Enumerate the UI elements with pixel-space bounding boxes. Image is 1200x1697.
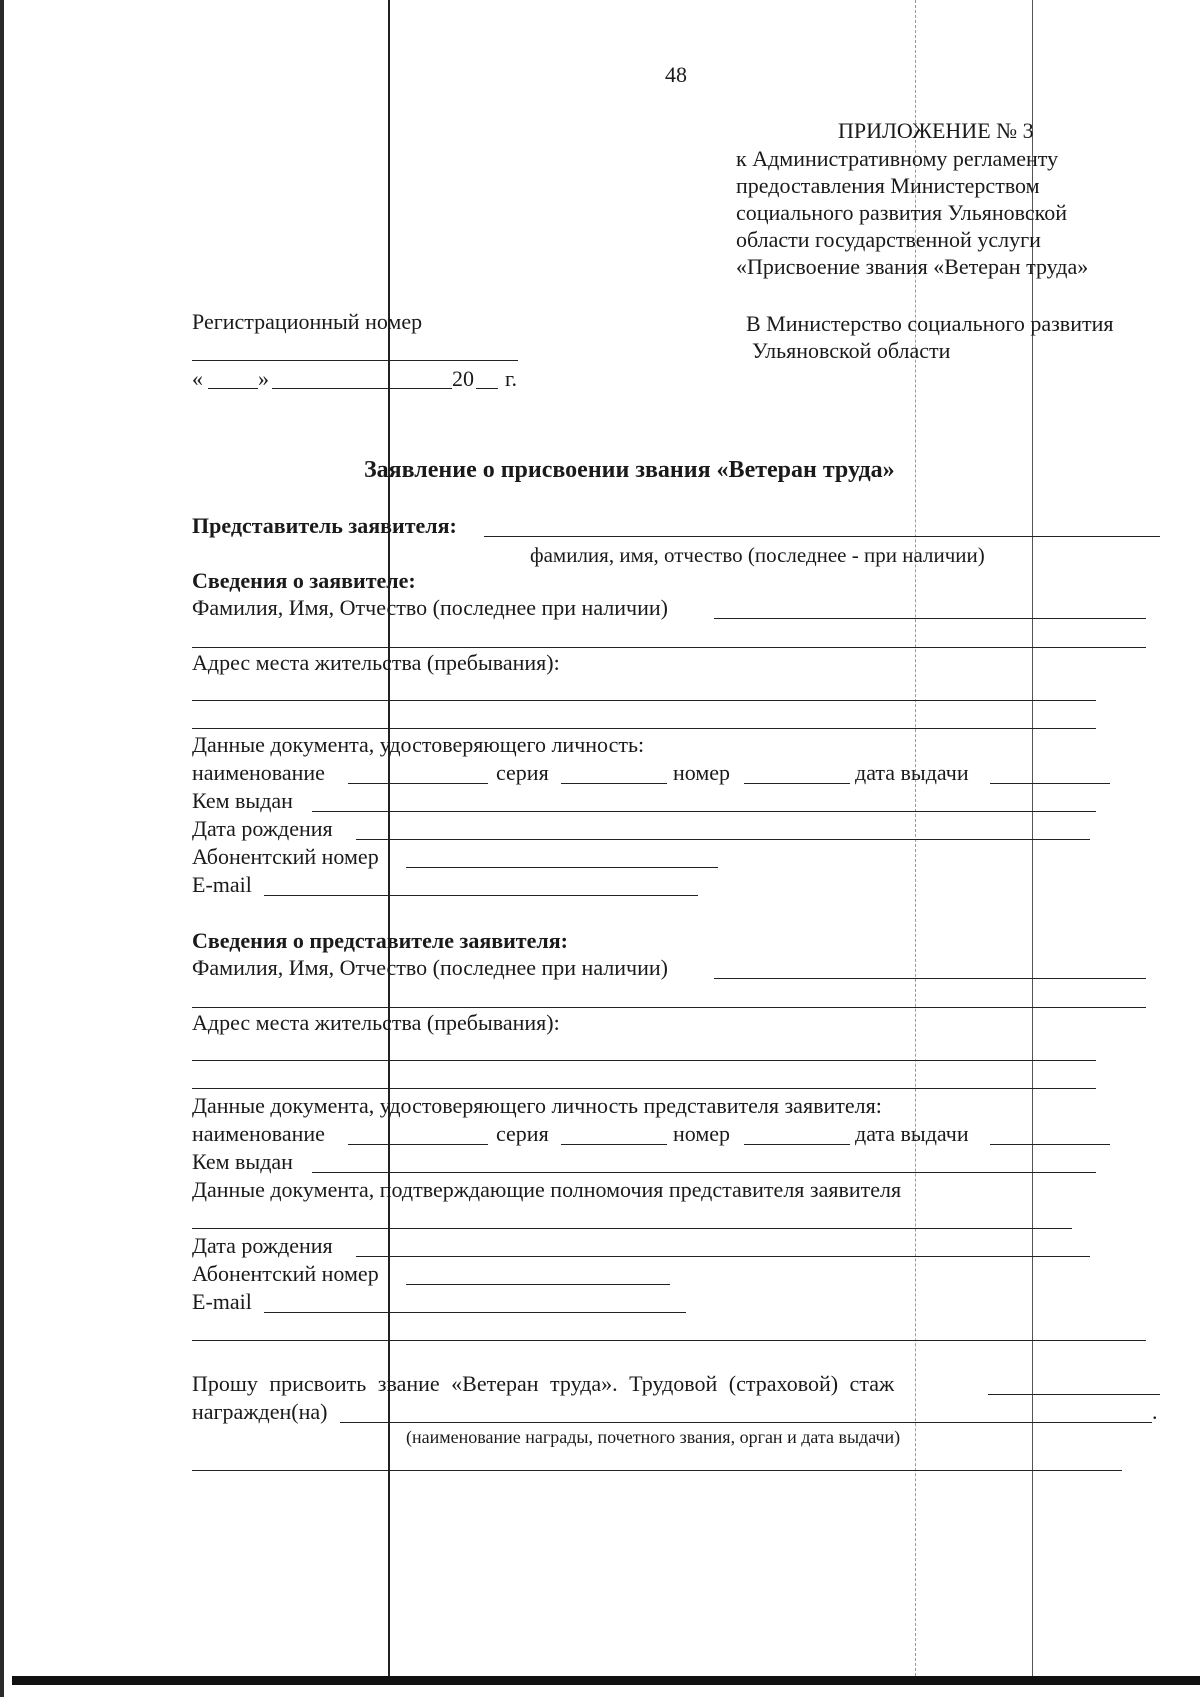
applicant-heading: Сведения о заявителе: [192,568,416,593]
appendix-title: ПРИЛОЖЕНИЕ № 3 [838,118,1034,143]
appendix-line: области государственной услуги [736,227,1041,252]
rep-authority-doc-line[interactable] [192,1228,1072,1229]
applicant-issue-date-label: дата выдачи [855,760,969,785]
award-hint: (наименование награды, почетного звания, орган и дата выдачи) [406,1427,901,1447]
rep-phone-line[interactable] [406,1284,670,1285]
applicant-id-doc-label: Данные документа, удостоверяющего личность: [192,732,645,757]
appendix-line: к Административному регламенту [736,146,1059,171]
applicant-email-line[interactable] [264,895,698,896]
scan-bottom-bar [12,1676,1200,1685]
year-suffix: г. [505,366,518,391]
rep-heading: Сведения о представителе заявителя: [192,928,568,953]
applicant-address-line-2[interactable] [192,728,1096,729]
applicant-birth-date-label: Дата рождения [192,816,333,841]
rep-issued-by-line[interactable] [312,1172,1096,1173]
appendix-line: социального развития Ульяновской [736,200,1068,225]
applicant-series-label: серия [496,760,549,785]
awarded-label: награжден(на) [192,1399,328,1424]
appendix-line: «Присвоение звания «Ветеран труда» [736,254,1089,279]
request-text: Прошу присвоить звание «Ветеран труда». Трудовой (страховой) стаж [192,1371,895,1396]
applicant-issue-date-line[interactable] [990,783,1110,784]
addressee-line: Ульяновской области [752,338,951,363]
applicant-doc-name-label: наименование [192,760,325,785]
appendix-lines [736,145,1088,280]
date-open-quote: « [192,366,203,391]
rep-fio-line-2[interactable] [192,1007,1146,1008]
registration-number-line[interactable] [192,360,518,361]
addressee-line: В Министерство социального развития [746,311,1114,336]
rep-series-line[interactable] [561,1144,667,1145]
experience-line[interactable] [988,1394,1160,1395]
rep-doc-name-line[interactable] [348,1144,488,1145]
date-day-line[interactable] [208,388,258,389]
scan-left-edge [0,0,4,1697]
applicant-issued-by-line[interactable] [312,811,1096,812]
date-close-quote: » [258,366,269,391]
applicant-fio-line-2[interactable] [192,647,1146,648]
rep-birth-date-label: Дата рождения [192,1233,333,1258]
rep-number-label: номер [673,1121,731,1146]
applicant-email-label: E-mail [192,872,252,897]
rep-issued-by-label: Кем выдан [192,1149,293,1174]
award-extra-line[interactable] [192,1470,1122,1471]
rep-fio-line[interactable] [714,978,1146,979]
rep-doc-name-label: наименование [192,1121,325,1146]
rep-issue-date-label: дата выдачи [855,1121,969,1146]
page-number: 48 [665,62,687,87]
rep-issue-date-line[interactable] [990,1144,1110,1145]
applicant-phone-label: Абонентский номер [192,844,379,869]
representative-name-line[interactable] [484,536,1160,537]
scan-vertical-line [388,0,390,1676]
applicant-address-label: Адрес места жительства (пребывания): [192,650,560,675]
applicant-fio-line[interactable] [714,618,1146,619]
date-year-line[interactable] [476,388,498,389]
applicant-birth-date-line[interactable] [356,839,1090,840]
representative-label: Представитель заявителя: [192,513,457,538]
applicant-series-line[interactable] [561,783,667,784]
rep-address-line-2[interactable] [192,1088,1096,1089]
rep-id-doc-label: Данные документа, удостоверяющего личность представителя заявителя: [192,1093,882,1118]
rep-authority-doc-label: Данные документа, подтверждающие полномочия представителя заявителя [192,1177,902,1202]
form-title: Заявление о присвоении звания «Ветеран труда» [364,457,895,483]
rep-series-label: серия [496,1121,549,1146]
applicant-fio-label: Фамилия, Имя, Отчество (последнее при наличии) [192,595,668,620]
registration-label: Регистрационный номер [192,309,423,334]
applicant-number-line[interactable] [744,783,850,784]
rep-number-line[interactable] [744,1144,850,1145]
awarded-line[interactable] [340,1422,1152,1423]
rep-address-line[interactable] [192,1060,1096,1061]
appendix-line: предоставления Министерством [736,173,1040,198]
applicant-issued-by-label: Кем выдан [192,788,293,813]
rep-address-label: Адрес места жительства (пребывания): [192,1010,560,1035]
rep-extra-line[interactable] [192,1340,1146,1341]
rep-phone-label: Абонентский номер [192,1261,379,1286]
applicant-number-label: номер [673,760,731,785]
date-month-line[interactable] [272,388,452,389]
representative-hint: фамилия, имя, отчество (последнее - при наличии) [530,543,985,567]
awarded-end: . [1152,1399,1158,1424]
applicant-phone-line[interactable] [406,867,718,868]
rep-fio-label: Фамилия, Имя, Отчество (последнее при наличии) [192,955,668,980]
rep-birth-date-line[interactable] [356,1256,1090,1257]
applicant-address-line[interactable] [192,700,1096,701]
rep-email-label: E-mail [192,1289,252,1314]
year-prefix: 20 [452,366,474,391]
rep-email-line[interactable] [264,1312,686,1313]
applicant-doc-name-line[interactable] [348,783,488,784]
